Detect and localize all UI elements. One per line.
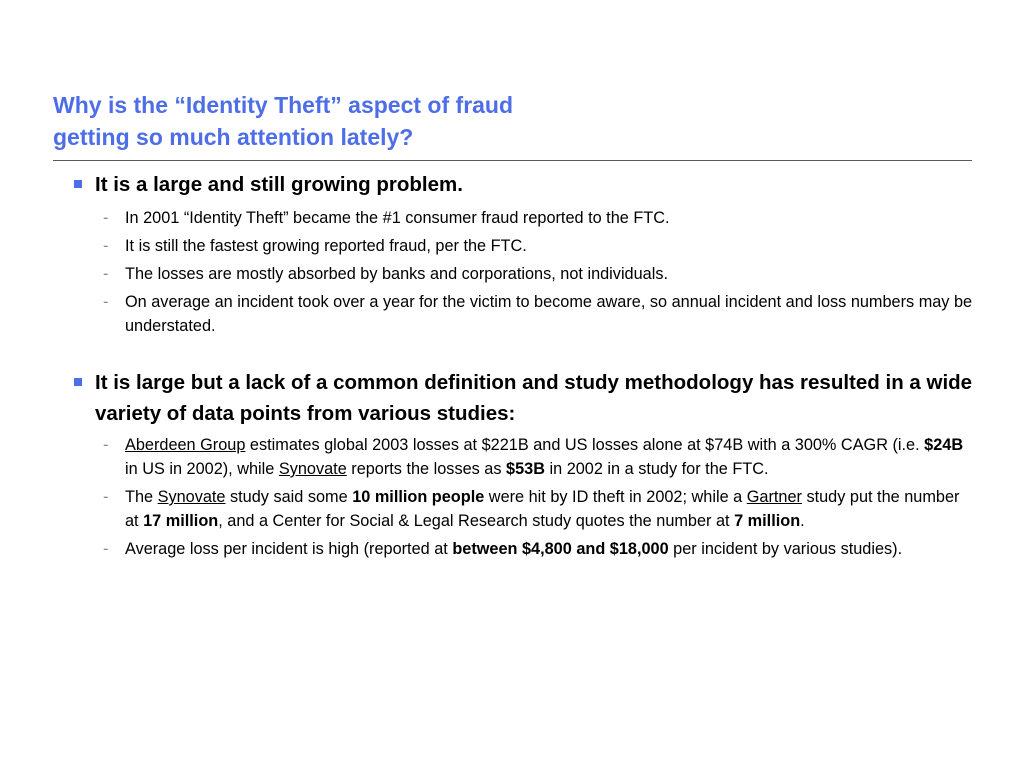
title-line-1: Why is the “Identity Theft” aspect of fraud [53, 92, 514, 118]
text-run: , and a Center for Social & Legal Research study quotes the number at [218, 512, 735, 530]
text-run: per incident by various studies). [668, 540, 903, 558]
slide-title [53, 89, 953, 153]
bold-value: 7 million [734, 512, 801, 530]
text-run: were hit by ID theft in 2002; while a [484, 488, 747, 506]
sub-item [103, 290, 977, 338]
sub-item [103, 206, 977, 230]
text-run: study put the number at [125, 488, 960, 530]
dash-icon: - [103, 237, 109, 255]
text-run: study said some [225, 488, 353, 506]
bold-value: 10 million people [352, 488, 485, 506]
text-run: Average loss per incident is high (reported at [125, 540, 453, 558]
bullet-2-subitems [72, 433, 977, 561]
dash-icon: - [103, 293, 109, 311]
aberdeen-group-link[interactable]: Aberdeen Group [125, 436, 246, 454]
bold-value: 17 million [143, 512, 219, 530]
bullet-2 [72, 367, 977, 429]
sub-item-text: The losses are mostly absorbed by banks and corporations, not individuals. [125, 265, 669, 283]
sub-item-text: In 2001 “Identity Theft” became the #1 consumer fraud reported to the FTC. [125, 209, 670, 227]
sub-item-aberdeen [103, 433, 977, 481]
dash-icon: - [103, 265, 109, 283]
bullet-1-text: It is a large and still growing problem. [95, 173, 463, 196]
sub-item-text [125, 540, 902, 558]
sub-item-text: It is still the fastest growing reported fraud, per the FTC. [125, 237, 527, 255]
sub-item-synovate [103, 485, 977, 533]
text-run: estimates global 2003 losses at $221B and US losses alone at $74B with a 300% CAGR (i.e. [245, 436, 925, 454]
dash-icon: - [103, 488, 109, 506]
sub-item-text [125, 436, 963, 478]
square-bullet-icon [74, 180, 82, 188]
sub-item [103, 234, 977, 258]
bold-value: $53B [506, 460, 545, 478]
synovate-link[interactable]: Synovate [278, 460, 347, 478]
slide-body [72, 169, 977, 561]
gartner-link[interactable]: Gartner [746, 488, 802, 506]
bold-value: between $4,800 and $18,000 [452, 540, 669, 558]
bullet-group-1 [72, 169, 977, 338]
dash-icon: - [103, 540, 109, 558]
square-bullet-icon [74, 378, 82, 386]
text-run: The [125, 488, 158, 506]
text-run: reports the losses as [346, 460, 507, 478]
text-run: in 2002 in a study for the FTC. [544, 460, 769, 478]
sub-item-text [125, 488, 959, 530]
text-run: . [800, 512, 805, 530]
dash-icon: - [103, 209, 109, 227]
bullet-group-2 [72, 367, 977, 561]
sub-item-text: On average an incident took over a year for the victim to become aware, so annual incident and loss numbers may be understated. [125, 293, 973, 335]
bullet-1-subitems [72, 206, 977, 338]
sub-item-average-loss [103, 537, 977, 561]
sub-item [103, 262, 977, 286]
title-line-2: getting so much attention lately? [53, 124, 414, 150]
text-run: in US in 2002), while [125, 460, 279, 478]
bullet-1 [72, 169, 977, 200]
bullet-2-text: It is large but a lack of a common definition and study methodology has resulted in a wide variety of data points from various studies: [95, 371, 973, 425]
title-divider [53, 160, 972, 161]
bold-value: $24B [924, 436, 964, 454]
synovate-link[interactable]: Synovate [157, 488, 226, 506]
dash-icon: - [103, 436, 109, 454]
